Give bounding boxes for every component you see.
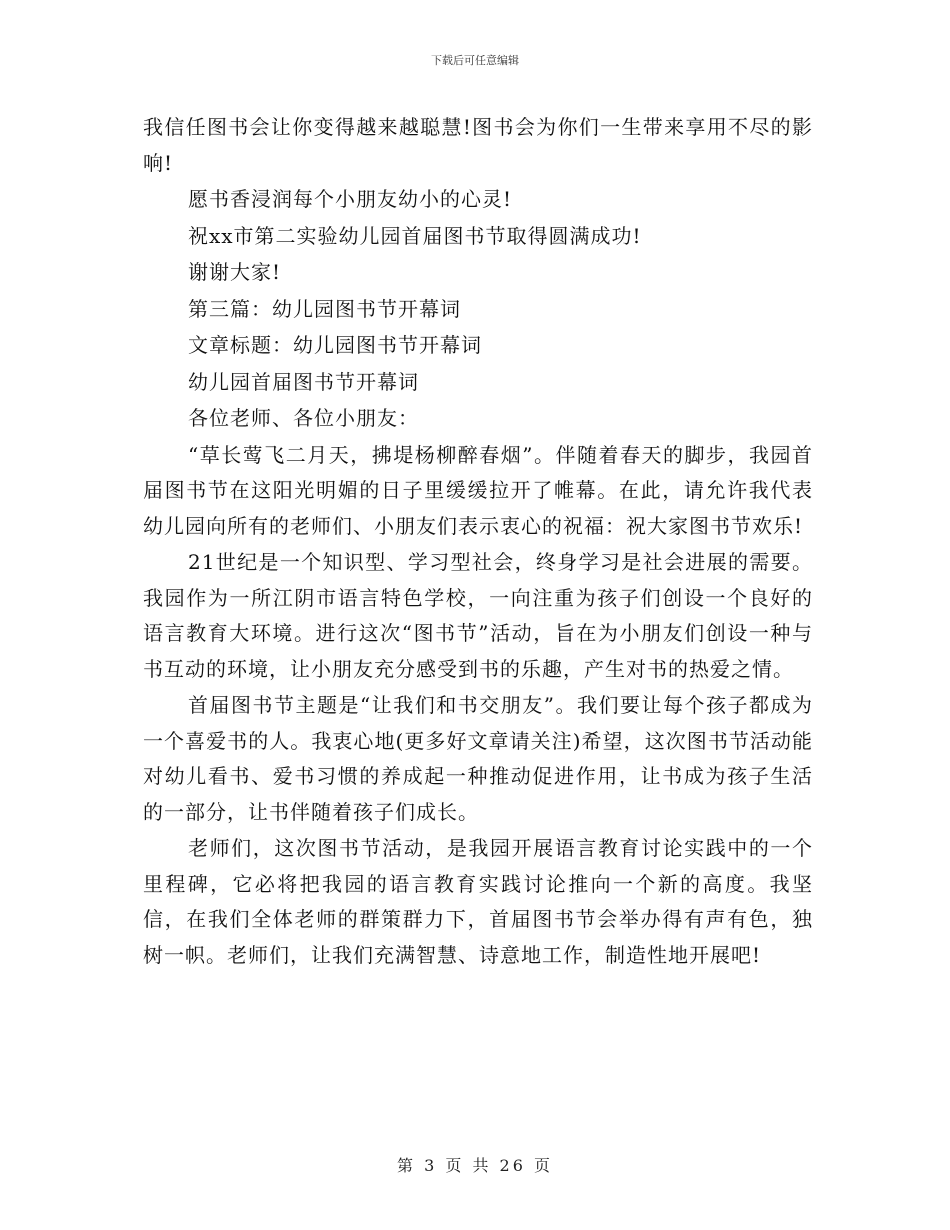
page-footer: 第 3 页 共 26 页: [397, 1156, 553, 1175]
paragraph-4: 谢谢大家!: [188, 260, 282, 284]
speech-title: 幼儿园首届图书节开幕词: [188, 369, 419, 394]
page-header: 下载后可任意编辑: [431, 54, 519, 67]
paragraph-3: 祝xx市第二实验幼儿园首届图书节取得圆满成功!: [188, 223, 642, 248]
paragraph-10: 21世纪是一个知识型、学习型社会，终身学习是社会进展的需要。我园作为一所江阴市语言特色学校，一向注重为孩子们创设一个良好的语言教育大环境。进行这次“图书节”活动，旨在为小朋友们创设一种与书互动的环境，让小朋友充分感受到书的乐趣，产生对书的热爱之情。: [143, 550, 813, 681]
paragraph-1: 我信任图书会让你变得越来越聪慧!图书会为你们一生带来享用不尽的影响!: [143, 115, 813, 175]
paragraph-11: 首届图书节主题是“让我们和书交朋友”。我们要让每个孩子都成为一个喜爱书的人。我衷心地(更多好文章请关注)希望，这次图书节活动能对幼儿看书、爱书习惯的养成起一种推动促进作用，让书成为孩子生活的一部分，让书伴随着孩子们成长。: [143, 693, 813, 824]
paragraph-2: 愿书香浸润每个小朋友幼小的心灵!: [188, 187, 513, 211]
paragraph-9: “草长莺飞二月天，拂堤杨柳醉春烟”。伴随着春天的脚步，我园首届图书节在这阳光明媚的日子里缓缓拉开了帷幕。在此，请允许我代表幼儿园向所有的老师们、小朋友们表示衷心的祝福：祝大家图书节欢乐!: [143, 442, 813, 538]
paragraph-12: 老师们，这次图书节活动，是我园开展语言教育讨论实践中的一个里程碑，它必将把我园的语言教育实践讨论推向一个新的高度。我坚信，在我们全体老师的群策群力下，首届图书节会举办得有声有色，独树一帜。老师们，让我们充满智慧、诗意地工作，制造性地开展吧!: [143, 836, 813, 967]
article-title: 文章标题：幼儿园图书节开幕词: [188, 333, 482, 357]
salutation: 各位老师、各位小朋友：: [188, 406, 419, 430]
document-body: [143, 110, 813, 973]
section-heading: 第三篇：幼儿园图书节开幕词: [188, 296, 461, 321]
